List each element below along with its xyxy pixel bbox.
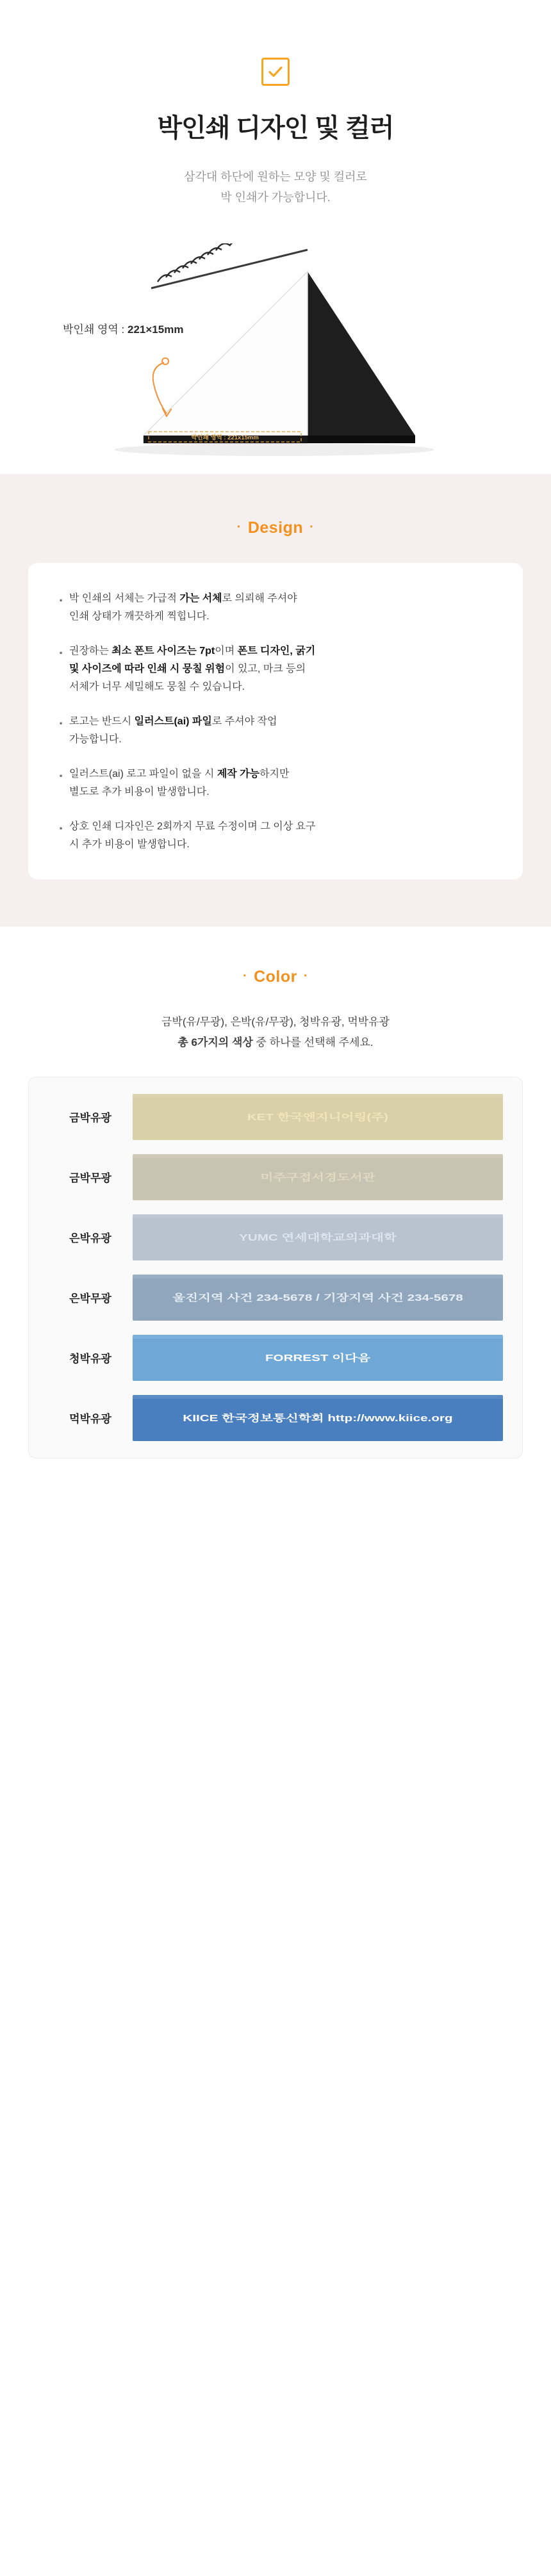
hero-subtitle-line1: 삼각대 하단에 원하는 모양 및 컬러로	[184, 170, 367, 183]
color-title-text: Color	[254, 968, 297, 986]
color-desc-rest: 중 하나를 선택해 주세요.	[252, 1036, 374, 1049]
color-section	[0, 927, 551, 1503]
color-swatch-label: 먹박유광	[69, 1413, 111, 1426]
design-bullet-list	[58, 590, 493, 854]
color-swatch-label: 은박무광	[69, 1292, 111, 1305]
color-section-title	[0, 968, 551, 986]
design-bullet-item: · 일러스트(ai) 로고 파일이 없을 시 제작 가능하지만 별도로 추가 비용이 발생합니다.	[58, 765, 493, 801]
hero-section	[0, 0, 551, 474]
color-description	[0, 1012, 551, 1054]
color-swatch-sample	[133, 1335, 503, 1381]
color-swatch-sample	[133, 1094, 503, 1140]
color-swatch-sample	[133, 1275, 503, 1321]
color-swatch-row	[48, 1335, 503, 1381]
color-swatch-row	[48, 1094, 503, 1140]
spiral-binding	[158, 243, 230, 282]
color-swatch-label: 청박유광	[69, 1353, 111, 1365]
design-bullet-item: · 박 인쇄의 서체는 가급적 가는 서체로 의뢰해 주셔야 인쇄 상태가 깨끗하게 찍힙니다.	[58, 590, 493, 626]
color-swatch-label: 은박유광	[69, 1232, 111, 1245]
color-swatch-list	[28, 1077, 523, 1458]
design-bullet-item: · 상호 인쇄 디자인은 2회까지 무료 수정이며 그 이상 요구 시 추가 비용이 발생합니다.	[58, 818, 493, 854]
color-desc-line2	[0, 1032, 551, 1053]
color-desc-line1: 금박(유/무광), 은박(유/무광), 청박유광, 먹박유광	[161, 1016, 390, 1028]
color-swatch-sample	[133, 1214, 503, 1260]
svg-text:FORREST 이다음: FORREST 이다음	[265, 1352, 371, 1363]
svg-text:울진지역 사건 234-5678 / 기장지역 사건 234: 울진지역 사건 234-5678 / 기장지역 사건 234-5678	[172, 1292, 463, 1303]
design-section	[0, 474, 551, 927]
color-swatch-row	[48, 1395, 503, 1441]
design-bullet-item: · 로고는 반드시 일러스트(ai) 파일로 주셔야 작업 가능합니다.	[58, 713, 493, 749]
svg-text:미주구접서경도서관: 미주구접서경도서관	[260, 1171, 375, 1182]
color-swatch-sample	[133, 1395, 503, 1441]
svg-text:KIICE 한국정보통신학회 http://www.kii: KIICE 한국정보통신학회 http://www.kiice.org	[183, 1412, 453, 1423]
page-title: 박인쇄 디자인 및 컬러	[157, 114, 394, 142]
page-footer-spacer	[0, 1503, 551, 1529]
color-swatch-label: 금박무광	[69, 1172, 111, 1185]
curved-arrow-icon	[153, 358, 171, 416]
color-title-dot-right: ·	[303, 969, 309, 983]
design-title-dot-left: ·	[236, 520, 242, 534]
design-section-title	[0, 519, 551, 537]
desk-calendar-graphic	[82, 243, 466, 461]
design-title-dot-right: ·	[309, 520, 315, 534]
print-area-callout-prefix: 박인쇄 영역 :	[63, 323, 128, 336]
color-swatch-row	[48, 1214, 503, 1260]
design-title-text: Design	[247, 519, 304, 537]
svg-text:KET 한국엔지니어링(주): KET 한국엔지니어링(주)	[247, 1111, 389, 1122]
color-swatch-row	[48, 1154, 503, 1200]
color-desc-strong: 총 6가지의 색상	[177, 1036, 253, 1049]
color-swatch-row	[48, 1275, 503, 1321]
print-area-callout-value: 221×15mm	[127, 323, 184, 336]
color-swatch-sample	[133, 1154, 503, 1200]
color-title-dot-left: ·	[242, 969, 248, 983]
hero-subtitle-line2: 박 인쇄가 가능합니다.	[220, 190, 331, 204]
print-area-callout	[63, 320, 183, 336]
hero-subtitle	[0, 167, 551, 208]
color-swatch-label: 금박유광	[69, 1112, 111, 1125]
check-icon	[261, 58, 290, 86]
svg-text:YUMC 연세대학교의과대학: YUMC 연세대학교의과대학	[239, 1232, 397, 1243]
product-illustration	[0, 231, 551, 474]
strip-label: 박인쇄 영역 : 221x15mm	[191, 434, 259, 441]
design-card	[28, 563, 523, 879]
design-bullet-item: · 권장하는 최소 폰트 사이즈는 7pt이며 폰트 디자인, 굵기 및 사이즈에 따라 인쇄 시 뭉칠 위험이 있고, 마크 등의 서체가 너무 세밀해도 뭉칠 수 있습니다.	[58, 642, 493, 696]
